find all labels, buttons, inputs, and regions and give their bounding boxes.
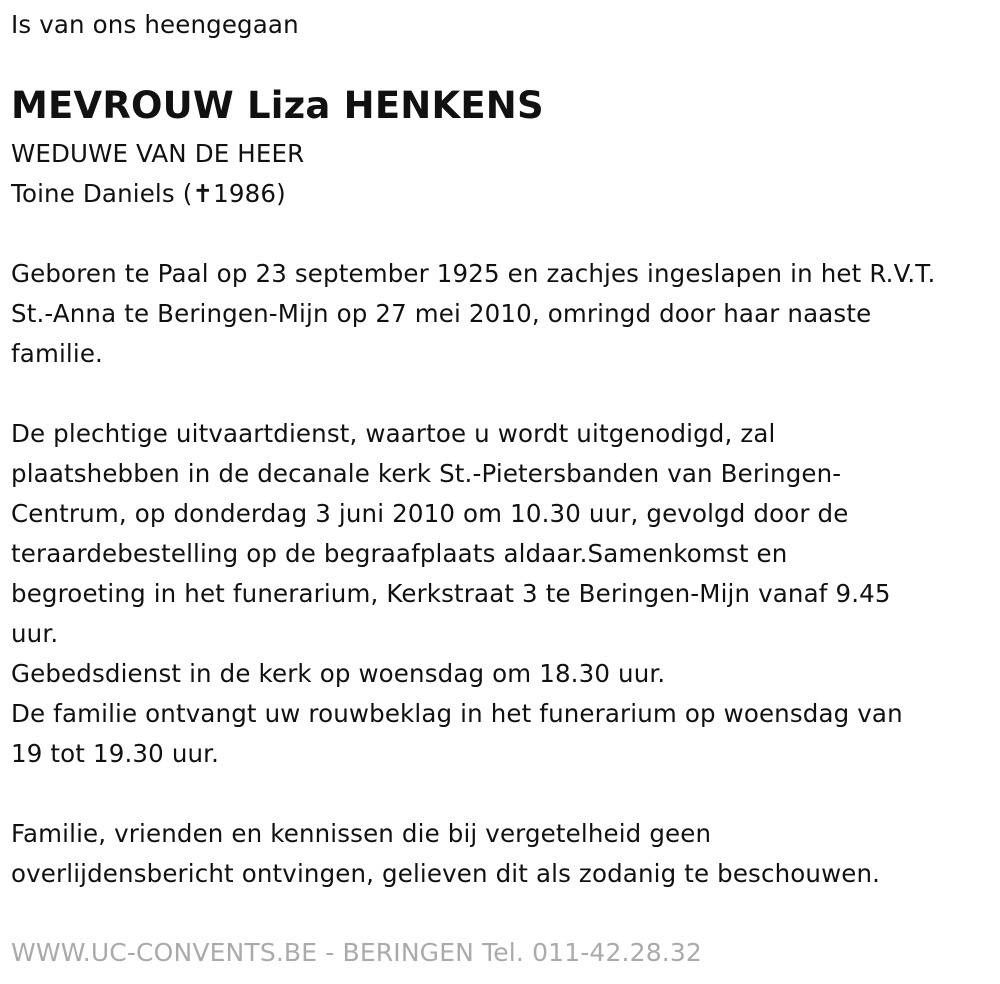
footer-contact: WWW.UC-CONVENTS.BE - BERINGEN Tel. 011-42.28.32 — [11, 938, 702, 967]
widow-of-line: WEDUWE VAN DE HEER — [11, 139, 305, 168]
birth-death-line: St.-Anna te Beringen-Mijn op 27 mei 2010, omringd door haar naaste — [11, 299, 872, 328]
ceremony-line: De plechtige uitvaartdienst, waartoe u wordt uitgenodigd, zal — [11, 419, 776, 448]
prayer-service-line: Gebedsdienst in de kerk op woensdag om 18.30 uur. — [11, 659, 666, 688]
birth-death-line: Geboren te Paal op 23 september 1925 en zachjes ingeslapen in het R.V.T. — [11, 259, 936, 288]
ceremony-line: Centrum, op donderdag 3 juni 2010 om 10.30 uur, gevolgd door de — [11, 499, 849, 528]
closing-line: Familie, vrienden en kennissen die bij vergetelheid geen — [11, 819, 712, 848]
birth-death-line: familie. — [11, 339, 103, 368]
deceased-name: MEVROUW Liza HENKENS — [11, 84, 544, 127]
closing-line: overlijdensbericht ontvingen, gelieven dit als zodanig te beschouwen. — [11, 859, 881, 888]
ceremony-line: plaatshebben in de decanale kerk St.-Pietersbanden van Beringen- — [11, 459, 842, 488]
condolences-line: De familie ontvangt uw rouwbeklag in het funerarium op woensdag van — [11, 699, 903, 728]
ceremony-line: teraardebestelling op de begraafplaats aldaar.Samenkomst en — [11, 539, 788, 568]
intro-text: Is van ons heengegaan — [11, 10, 299, 39]
ceremony-line: begroeting in het funerarium, Kerkstraat 3 te Beringen-Mijn vanaf 9.45 — [11, 579, 891, 608]
spouse-line: Toine Daniels (✝1986) — [11, 179, 286, 208]
condolences-line: 19 tot 19.30 uur. — [11, 739, 220, 768]
ceremony-line: uur. — [11, 619, 59, 648]
